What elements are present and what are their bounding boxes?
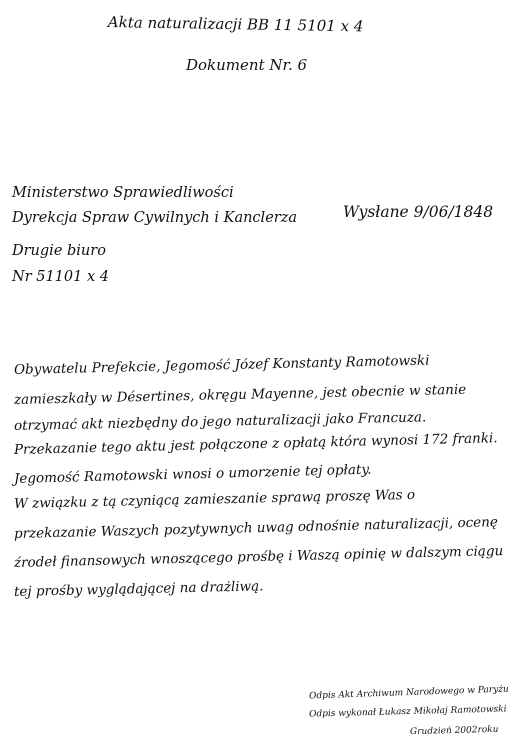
sent-date: Wysłane 9/06/1848 bbox=[343, 203, 494, 221]
footer-source-note: Odpis Akt Archiwum Narodowego w Paryżu bbox=[309, 684, 510, 702]
footer-date-note: Grudzień 2002roku bbox=[410, 724, 500, 738]
body-line: W związku z tą czyniącą zamieszanie sprawą proszę Was o bbox=[13, 486, 416, 512]
body-line: otrzymać akt niezbędny do jego naturalizacji jako Francuza. bbox=[13, 409, 427, 434]
body-line: Obywatelu Prefekcie, Jegomość Józef Konstanty Ramotowski bbox=[13, 352, 430, 378]
body-line: zamieszkały w Désertines, okręgu Mayenne, jest obecnie w stanie bbox=[13, 381, 467, 408]
document-number: Dokument Nr. 6 bbox=[186, 56, 308, 74]
body-line: Jegomość Ramotowski wnosi o umorzenie tej opłaty. bbox=[13, 461, 372, 487]
body-line: przekazanie Waszych pozytywnych uwag odnośnie naturalizacji, ocenę bbox=[13, 514, 499, 542]
sender-directorate: Dyrekcja Spraw Cywilnych i Kanclerza bbox=[12, 210, 297, 226]
document-title: Akta naturalizacji BB 11 5101 x 4 bbox=[107, 13, 364, 36]
footer-copyist-note: Odpis wykonał Łukasz Mikołaj Ramotowski bbox=[309, 704, 508, 720]
sender-office: Drugie biuro bbox=[12, 243, 106, 259]
sender-ministry: Ministerstwo Sprawiedliwości bbox=[12, 185, 234, 201]
sender-reference-number: Nr 51101 x 4 bbox=[12, 269, 109, 285]
body-line: źrodeł finansowych wnoszącego prośbę i Waszą opinię w dalszym ciągu bbox=[13, 543, 504, 571]
body-line: Przekazanie tego aktu jest połączone z opłatą która wynosi 172 franki. bbox=[13, 430, 498, 458]
body-line: tej prośby wyglądającej na drażliwą. bbox=[13, 578, 264, 600]
